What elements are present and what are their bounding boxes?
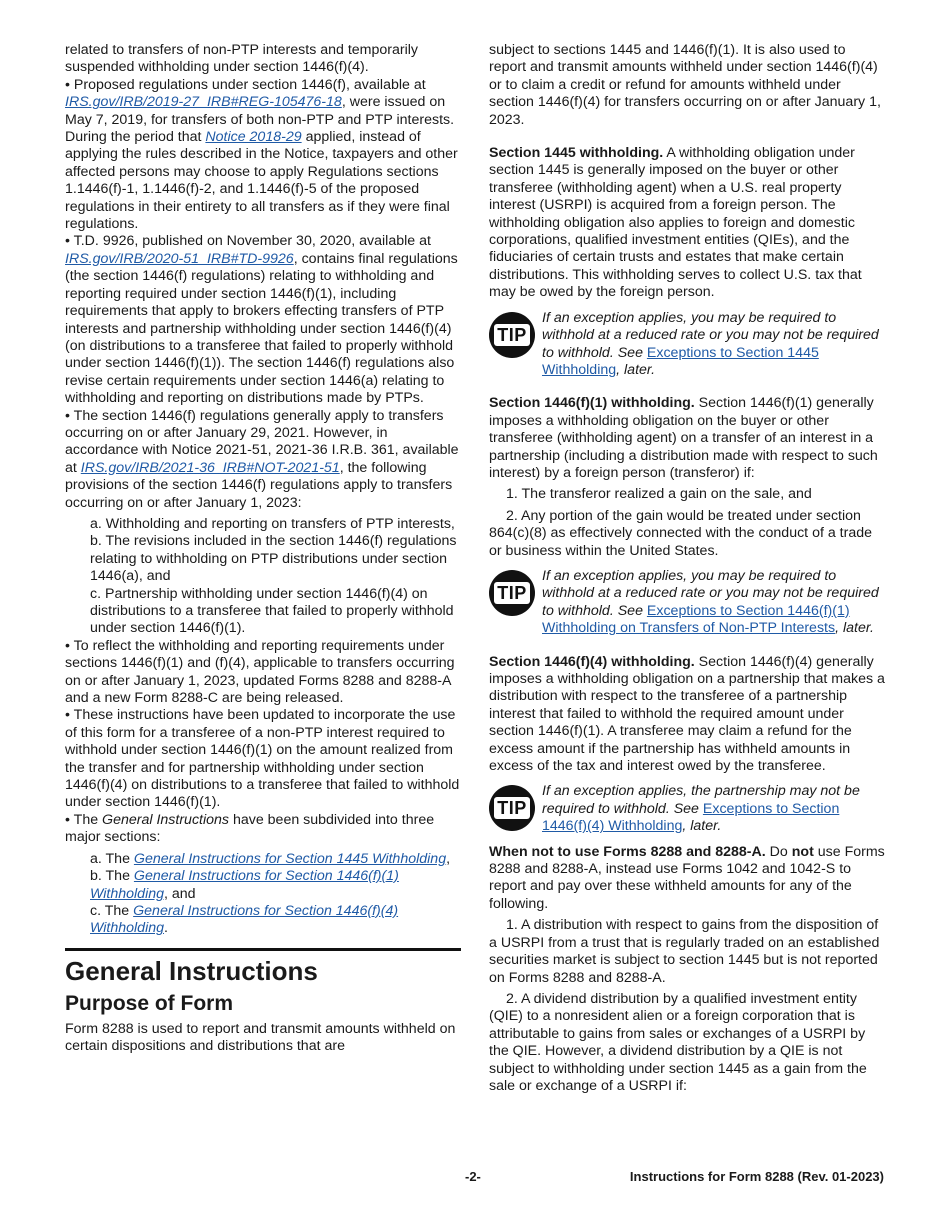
list-item: a. Withholding and reporting on transfers of PTP interests, [90, 515, 455, 532]
bullet-instructions-updated: • These instructions have been updated to incorporate the use of this form for a transferee of a non-PTP interest required to withhold under section 1446(f)(1) on the amount realized from the transfer and for partnership withholding under section 1446(f)(4) on distributions to a transferee that failed to withhold under section 1446(f)(1). [65, 707, 460, 811]
left-column [65, 42, 461, 1056]
bullet-regs-apply: • The section 1446(f) regulations generally apply to transfers occurring on or after January 29, 2021. However, in accordance with Notice 2021-51, 2021-36 I.R.B. 361, available at IRS.gov/IRB/2021-36_IRB#NOT-2021-51, the following provisions of the section 1446(f) regulations apply to transfers occurring on or after January 1, 2023: [65, 407, 459, 511]
tip-box [489, 568, 885, 638]
paragraph: subject to sections 1445 and 1446(f)(1). It is also used to report and transmit amounts withheld under section 1446(f)(4) or to claim a credit or refund for amounts withheld under section 1446(f)(4) for transfers occurring on or after January 1, 2023. [489, 42, 881, 128]
tip-text: If an exception applies, you may be required to withhold at a reduced rate or you may not be required to withhold. See Exceptions to Section 1445 Withholding, later. [542, 309, 879, 378]
bullet-subdivided: • The General Instructions have been subdivided into three major sections: [65, 811, 435, 846]
section-1446f1-withholding: Section 1446(f)(1) withholding. Section 1446(f)(1) generally imposes a withholding obligation on the buyer or other transferee (withholding agent) on a transfer of an interest in a partnership (including a distribution made with respect to such interest) by a foreign person (transferor) if: [489, 395, 878, 481]
list-item: 2. A dividend distribution by a qualified investment entity (QIE) to a nonresident alien or a foreign corporation that is attributable to gains from sales or exchanges of a USRPI by the QIE. However, a dividend distribution by a QIE is not subject to withholding under section 1445 as a gain from the sale or exchange of a USRPI if: [489, 990, 867, 1094]
bullet-proposed-regs: • Proposed regulations under section 1446(f), available at IRS.gov/IRB/2019-27_IRB#REG-105476-18, were issued on May 7, 2019, for transfers of both non-PTP and PTP interests. During the period that Notice 2018-29 applied, instead of applying the rules described in the Notice, taxpayers and other affected persons may choose to apply Regulations sections 1.1446(f)-1, 1.1446(f)-2, and 1.1446(f)-5 of the proposed regulations in their entirety to all transfers as if they were final regulations. [65, 76, 458, 233]
subheading-purpose-of-form: Purpose of Form [65, 991, 234, 1015]
tip-text: If an exception applies, you may be required to withhold at a reduced rate or you may not be required to withhold. See Exceptions to Section 1446(f)(1) Withholding on Transfers of Non-PTP Interests, later. [542, 567, 879, 637]
tip-icon: TIP [489, 785, 535, 831]
link-exceptions-1445[interactable]: Exceptions to Section 1445 Withholding [542, 344, 819, 378]
link-irb-2020-51[interactable]: IRS.gov/IRB/2020-51_IRB#TD-9926 [65, 250, 294, 267]
footer-title: Instructions for Form 8288 (Rev. 01-2023) [629, 1169, 884, 1184]
section-1446f4-withholding: Section 1446(f)(4) withholding. Section 1446(f)(4) generally imposes a withholding obligation on a partnership that makes a distribution with respect to the transferee of a partnership interest that failed to withhold the required amount under section 1446(f)(1). A transferee may claim a refund for the excess amount if the partnership has withheld amounts in excess of the tax and interest owed by the transferee. [489, 653, 885, 775]
section-heading-general-instructions: General Instructions [65, 948, 461, 987]
tip-text: If an exception applies, the partnership may not be required to withhold. See Exceptions to Section 1446(f)(4) Withholding, later. [542, 783, 860, 835]
when-not-to-use: When not to use Forms 8288 and 8288-A. Do not use Forms 8288 and 8288-A, instead use Forms 1042 and 1042-S to report and pay over these withheld amounts for any of the following. [489, 843, 885, 912]
tip-icon: TIP [489, 312, 535, 358]
link-general-1446f1[interactable]: General Instructions for Section 1446(f)(1) Withholding [90, 868, 399, 902]
list-item: 2. Any portion of the gain would be treated under section 864(c)(8) as effectively connected with the conduct of a trade or business within the United States. [489, 507, 873, 559]
link-irb-2021-36[interactable]: IRS.gov/IRB/2021-36_IRB#NOT-2021-51 [80, 459, 340, 476]
link-notice-2018-29[interactable]: Notice 2018-29 [205, 129, 302, 146]
link-exceptions-1446f4[interactable]: Exceptions to Section 1446(f)(4) Withholding [542, 800, 840, 835]
link-general-1445[interactable]: General Instructions for Section 1445 Withholding [133, 850, 447, 867]
page-number: -2- [465, 1169, 481, 1184]
list-item: b. The revisions included in the section 1446(f) regulations relating to withholding on PTP distributions under section 1446(a), and [90, 533, 457, 585]
bullet-forms-released: • To reflect the withholding and reporting requirements under sections 1446(f)(1) and (f)(4), applicable to transfers occurring on or after January 1, 2023, updated Forms 8288 and 8288-A and a new Form 8288-C are being released. [65, 637, 455, 707]
tip-box [489, 783, 885, 835]
link-irb-2019-27[interactable]: IRS.gov/IRB/2019-27_IRB#REG-105476-18 [65, 94, 342, 111]
paragraph: Form 8288 is used to report and transmit amounts withheld on certain dispositions and distributions that are [65, 1020, 456, 1055]
tip-icon: TIP [489, 570, 535, 616]
section-1445-withholding: Section 1445 withholding. A withholding obligation under section 1445 is generally imposed on the buyer or other transferee (withholding agent) when a U.S. real property interest (USRPI) is acquired from a foreign person. The withholding obligation also applies to foreign and domestic corporations, qualified investment entities (QIEs), and the fiduciaries of certain trusts and estates that make certain distributions. This withholding serves to collect U.S. tax that may be owed by the foreign person. [489, 145, 862, 301]
list-item: c. The General Instructions for Section 1446(f)(4) Withholding. [90, 902, 399, 937]
bullet-td-9926: • T.D. 9926, published on November 30, 2020, available at IRS.gov/IRB/2020-51_IRB#TD-9926, contains final regulations (the section 1446(f) regulations) relating to withholding and reporting required under section 1446(f)(1), including requirements that apply to brokers effecting transfers of PTP interests and partnership withholding under section 1446(f)(4) (on distributions to a transferee that failed to properly withhold under section 1446(f)(1)). The section 1446(f) regulations also revise certain requirements under section 1446(a) relating to withholding and reporting on distributions made by PTPs. [65, 233, 458, 407]
link-general-1446f4[interactable]: General Instructions for Section 1446(f)(4) Withholding [90, 902, 399, 937]
tip-box [489, 310, 885, 380]
list-item: a. The General Instructions for Section 1445 Withholding, [90, 850, 451, 867]
link-exceptions-1446f1[interactable]: Exceptions to Section 1446(f)(1) Withholding on Transfers of Non-PTP Interests [542, 602, 850, 637]
list-item: 1. A distribution with respect to gains from the disposition of a USRPI from a trust that is regularly traded on an established securities market is subject to section 1445 but is not reported on Forms 8288 and 8288-A. [489, 917, 880, 986]
list-item: 1. The transferor realized a gain on the sale, and [506, 486, 812, 503]
page-footer [0, 1168, 950, 1188]
list-item: b. The General Instructions for Section 1446(f)(1) Withholding, and [90, 868, 399, 902]
right-column [489, 42, 885, 1095]
paragraph: related to transfers of non-PTP interests and temporarily suspended withholding under section 1446(f)(4). [65, 42, 419, 76]
list-item: c. Partnership withholding under section 1446(f)(4) on distributions to a transferee that failed to properly withhold under section 1446(f)(1). [90, 585, 454, 637]
